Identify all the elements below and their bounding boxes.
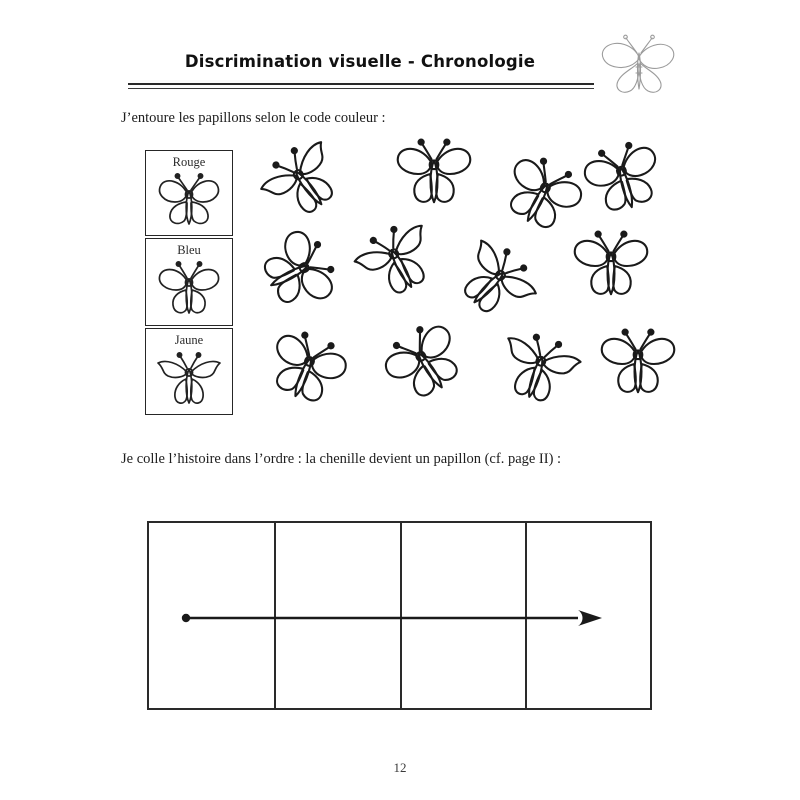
legend-item-jaune <box>145 328 233 415</box>
instruction-sequence-story: Je colle l’histoire dans l’ordre : la chenille devient un papillon (cf. page II) : <box>121 451 562 467</box>
butterfly-pointed-wings-icon <box>154 259 224 321</box>
butterfly-field <box>243 136 683 424</box>
timeline-arrow-icon <box>180 604 605 632</box>
butterfly-2[interactable] <box>391 136 477 212</box>
page-number: 12 <box>393 760 407 775</box>
legend-label-bleu: Bleu <box>177 243 201 257</box>
butterfly-swept-wings-icon <box>154 349 224 411</box>
legend-item-bleu <box>145 238 233 326</box>
butterfly-4[interactable] <box>572 132 676 229</box>
butterfly-icon <box>596 33 682 105</box>
butterfly-7[interactable] <box>437 225 552 339</box>
butterfly-9[interactable] <box>252 319 360 422</box>
instruction-circle-butterflies: J’entoure les papillons selon le code couleur : <box>121 110 386 126</box>
butterfly-12[interactable] <box>595 326 681 402</box>
header-rule-thick <box>128 83 594 85</box>
butterfly-5[interactable] <box>242 216 349 328</box>
butterfly-8[interactable] <box>568 228 654 304</box>
legend-label-rouge: Rouge <box>172 155 206 169</box>
legend-label-jaune: Jaune <box>174 333 204 347</box>
legend-item-rouge <box>145 150 233 236</box>
header-rule-thin <box>128 88 594 89</box>
color-code-legend <box>145 150 233 415</box>
butterfly-round-wings-icon <box>154 171 224 233</box>
page-title: Discrimination visuelle - Chronologie <box>184 52 536 71</box>
butterfly-10[interactable] <box>369 308 483 419</box>
butterfly-6[interactable] <box>342 208 454 315</box>
